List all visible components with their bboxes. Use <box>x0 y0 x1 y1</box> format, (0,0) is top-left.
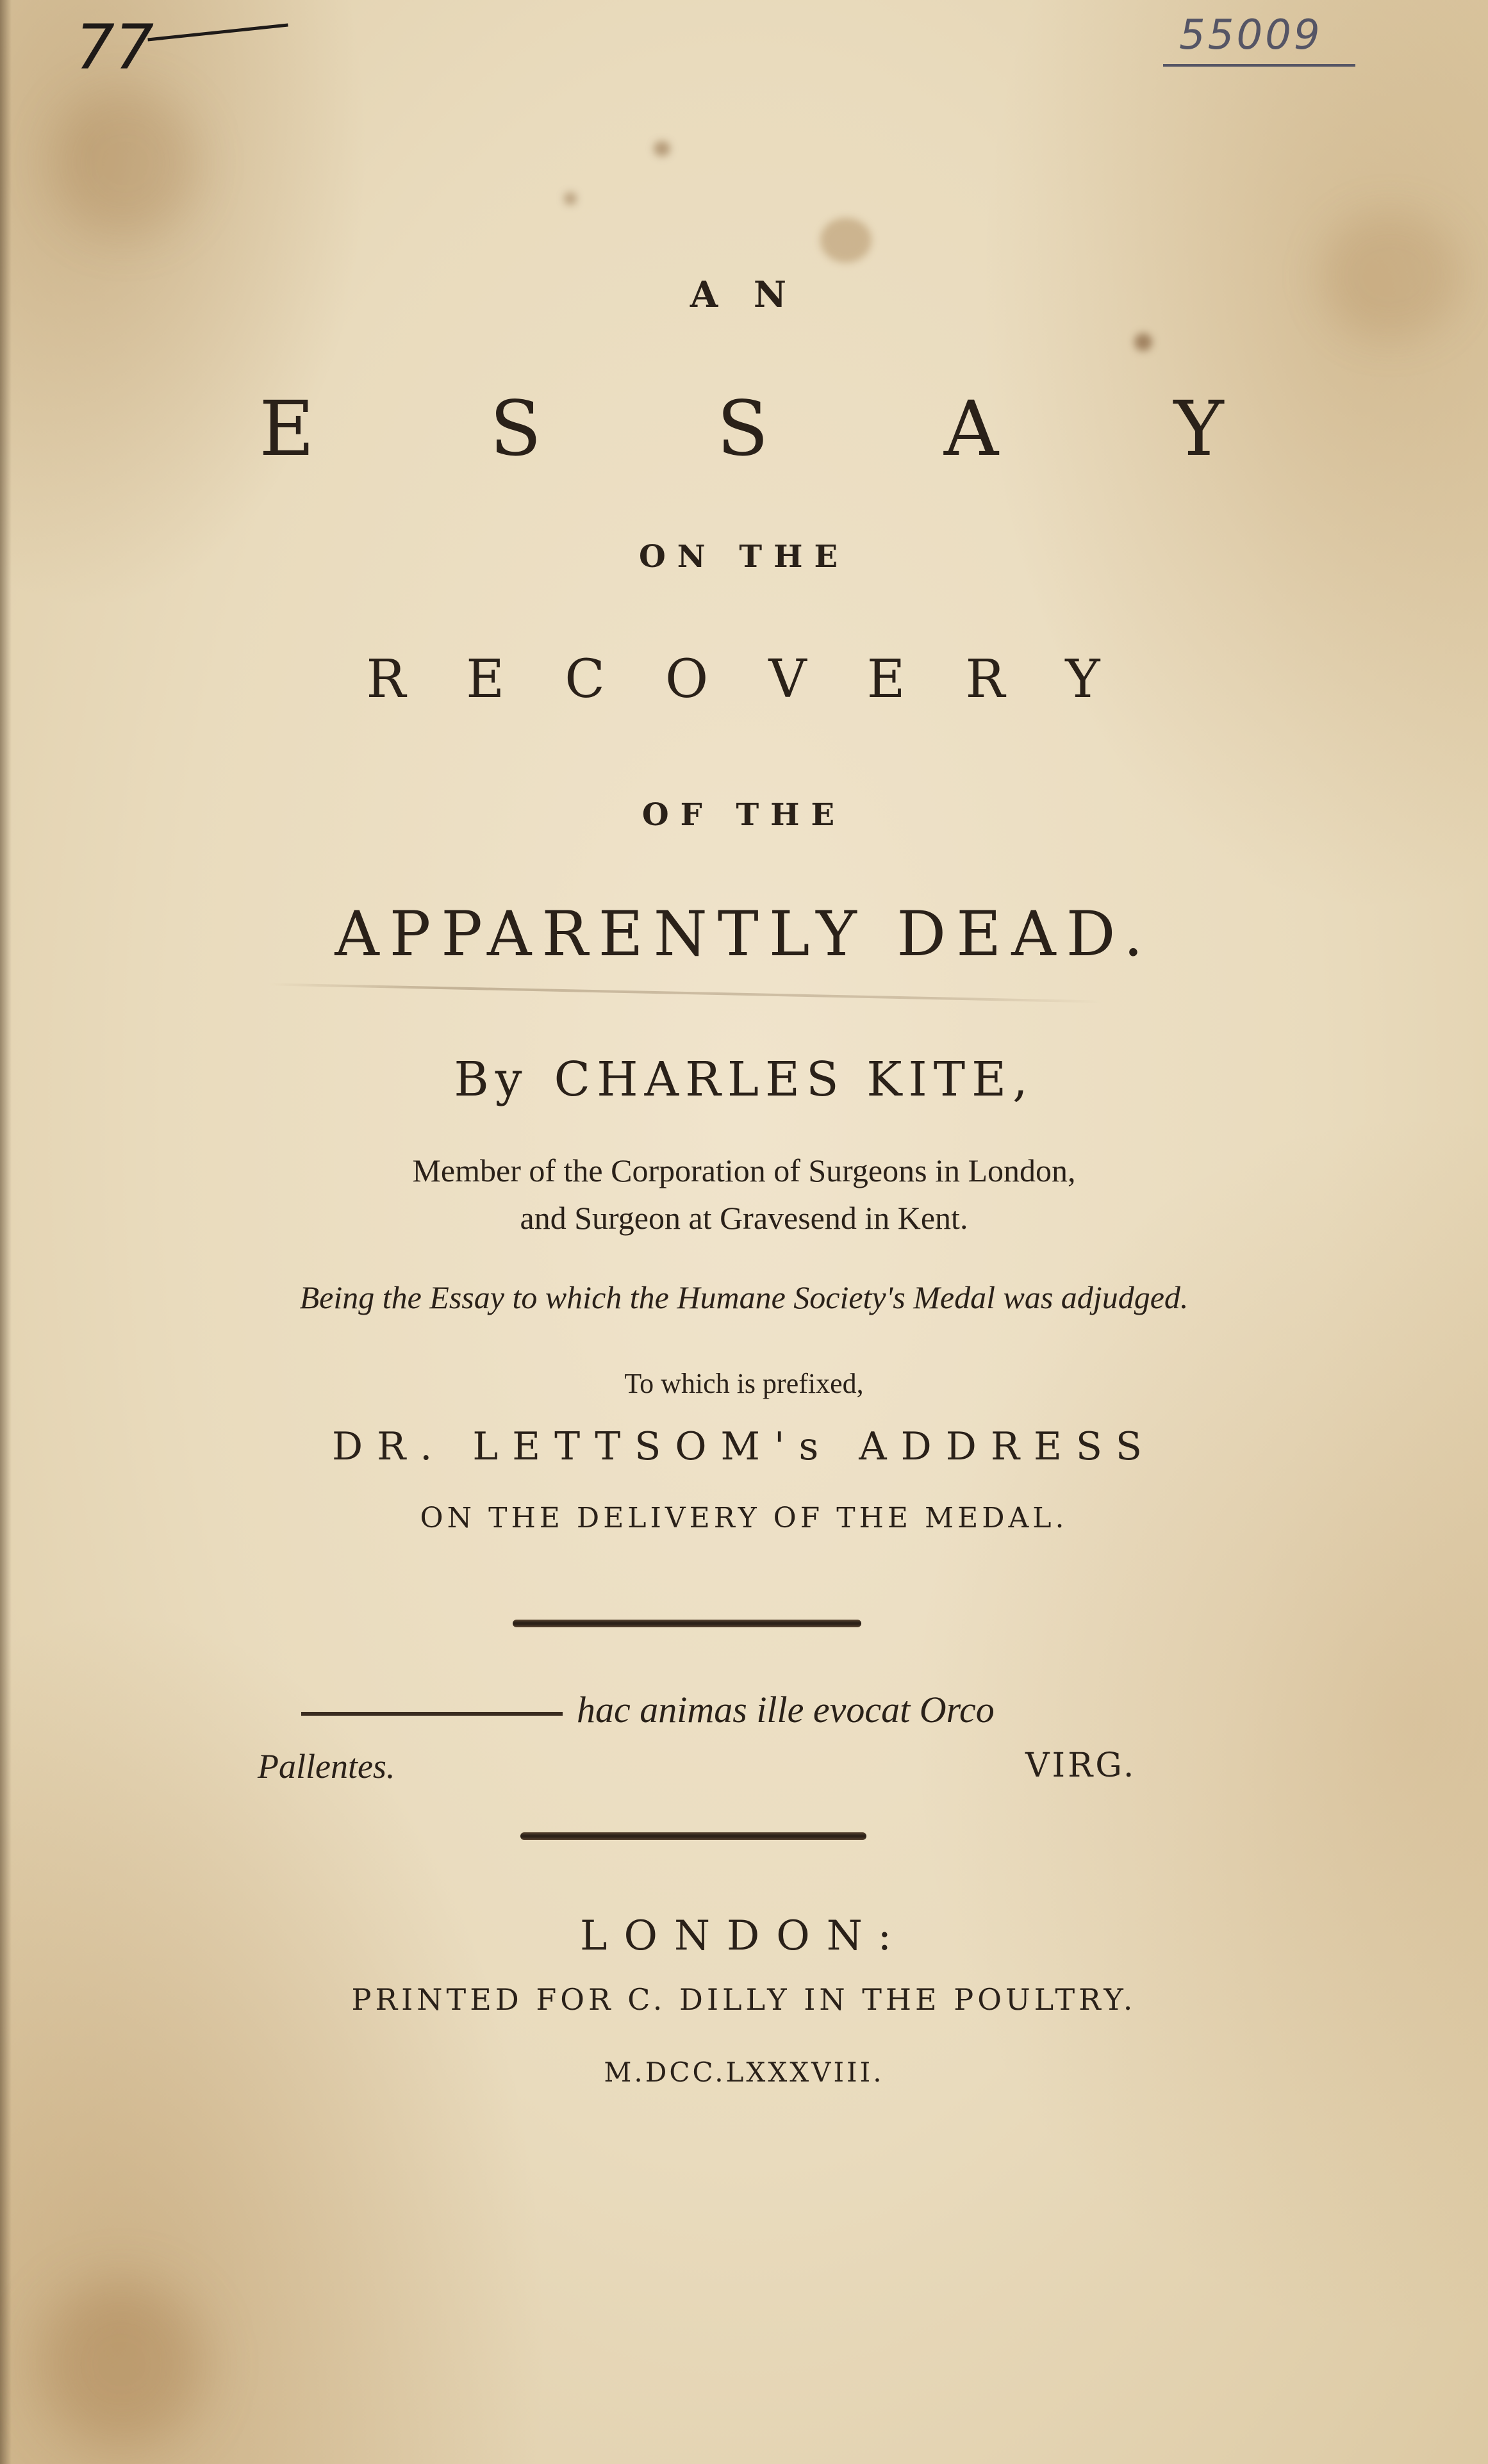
paper-crease <box>269 983 1102 1003</box>
essay-subtitle: Being the Essay to which the Humane Society's Medal was adjudged. <box>299 1279 1189 1315</box>
author-name: CHARLES KITE, <box>554 1052 1034 1107</box>
title-line-on-the: ON THE <box>638 539 850 575</box>
foxing-stain <box>1134 333 1152 351</box>
handwritten-catalog-number: 55009 <box>1179 12 1323 59</box>
epigraph-line-2-left: Pallentes. <box>258 1747 395 1786</box>
foxing-stain <box>564 192 577 205</box>
prefix-address-title: DR. LETTSOM's ADDRESS <box>332 1424 1156 1469</box>
author-byline <box>0 1052 1488 1107</box>
foxing-stain <box>820 218 872 263</box>
divider-rule-top <box>513 1620 861 1627</box>
epigraph-dash <box>301 1712 563 1716</box>
handwritten-underline <box>1163 64 1355 67</box>
imprint-year: M.DCC.LXXXVIII. <box>604 2057 884 2088</box>
title-line-essay: E S S A Y <box>259 384 1300 473</box>
prefix-intro: To which is prefixed, <box>624 1368 864 1399</box>
epigraph-attribution: VIRG. <box>1025 1746 1137 1785</box>
title-line-apparently-dead: APPARENTLY DEAD. <box>335 898 1153 970</box>
title-line-recovery: R E C O V E R Y <box>366 649 1122 710</box>
foxing-stain <box>51 90 199 237</box>
divider-rule-bottom <box>520 1832 866 1840</box>
imprint-printer: PRINTED FOR C. DILLY IN THE POULTRY. <box>351 1982 1137 2017</box>
imprint-city: LONDON: <box>579 1912 909 1960</box>
byline-prefix: By <box>454 1052 529 1107</box>
title-line-an: A N <box>690 274 798 316</box>
title-line-of-the: OF THE <box>641 797 847 833</box>
foxing-stain <box>1320 211 1461 340</box>
epigraph-line-1: hac animas ille evocat Orco <box>577 1689 995 1730</box>
foxing-stain <box>38 2281 205 2447</box>
author-credential-2: and Surgeon at Gravesend in Kent. <box>520 1200 968 1236</box>
foxing-stain <box>654 141 670 156</box>
author-credential-1: Member of the Corporation of Surgeons in London, <box>412 1153 1076 1188</box>
handwritten-stroke <box>147 24 288 42</box>
prefix-address-subtitle: ON THE DELIVERY OF THE MEDAL. <box>420 1502 1068 1534</box>
handwritten-mark-top-left: 77 <box>76 12 154 83</box>
